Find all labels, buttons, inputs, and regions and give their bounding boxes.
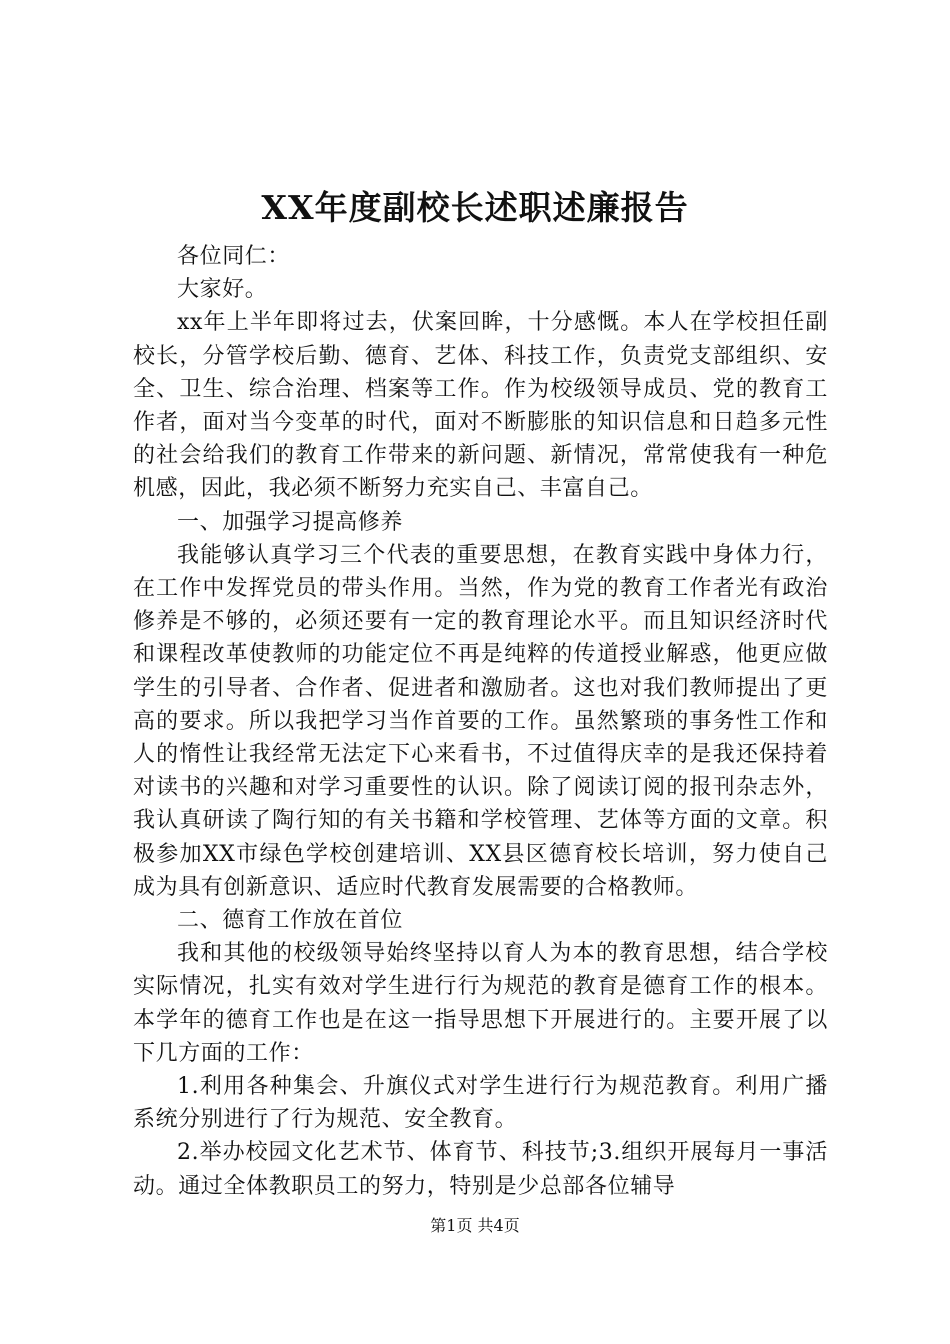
section-heading-1: 一、加强学习提高修养	[177, 509, 404, 535]
document-title: XX年度副校长述职述廉报告	[261, 188, 689, 227]
section-1-paragraph: 我能够认真学习三个代表的重要思想，在教育实践中身体力行，在工作中发挥党员的带头作用。当然，作为党的教育工作者光有政治修养是不够的，必须还要有一定的教育理论水平。而且知识经济时代和课程改革使教师的功能定位不再是纯粹的传道授业解惑，他更应做学生的引导者、合作者、促进者和激励者。这也对我们教师提出了更高的要求。所以我把学习当作首要的工作。虽然繁琐的事务性工作和人的惰性让我经常无法定下心来看书，不过值得庆幸的是我还保持着对读书的兴趣和对学习重要性的认识。除了阅读订阅的报刊杂志外，我认真研读了陶行知的有关书籍和学校管理、艺体等方面的文章。积极参加XX市绿色学校创建培训、XX县区德育校长培训，努力使自己成为具有创新意识、适应时代教育发展需要的合格教师。	[133, 542, 828, 900]
section-heading-2: 二、德育工作放在首位	[177, 908, 404, 934]
intro-paragraph: xx年上半年即将过去，伏案回眸，十分感慨。本人在学校担任副校长，分管学校后勤、德育、艺体、科技工作，负责党支部组织、安全、卫生、综合治理、档案等工作。作为校级领导成员、党的教育工作者，面对当今变革的时代，面对不断膨胀的知识信息和日趋多元性的社会给我们的教育工作带来的新问题、新情况，常常使我有一种危机感，因此，我必须不断努力充实自己、丰富自己。	[133, 310, 828, 502]
document-body	[133, 240, 828, 1203]
page-footer: 第1页 共4页	[430, 1216, 520, 1235]
salutation: 各位同仁：	[177, 244, 291, 269]
section-2-paragraph: 我和其他的校级领导始终坚持以育人为本的教育思想，结合学校实际情况，扎实有效对学生进行行为规范的教育是德育工作的根本。本学年的德育工作也是在这一指导思想下开展进行的。主要开展了以下几方面的工作：	[133, 941, 828, 1066]
greeting: 大家好。	[177, 277, 268, 303]
list-item-1: 1.利用各种集会、升旗仪式对学生进行行为规范教育。利用广播系统分别进行了行为规范、安全教育。	[133, 1074, 828, 1133]
list-item-2: 2.举办校园文化艺术节、体育节、科技节;3.组织开展每月一事活动。通过全体教职员工的努力，特别是少总部各位辅导	[133, 1140, 828, 1199]
